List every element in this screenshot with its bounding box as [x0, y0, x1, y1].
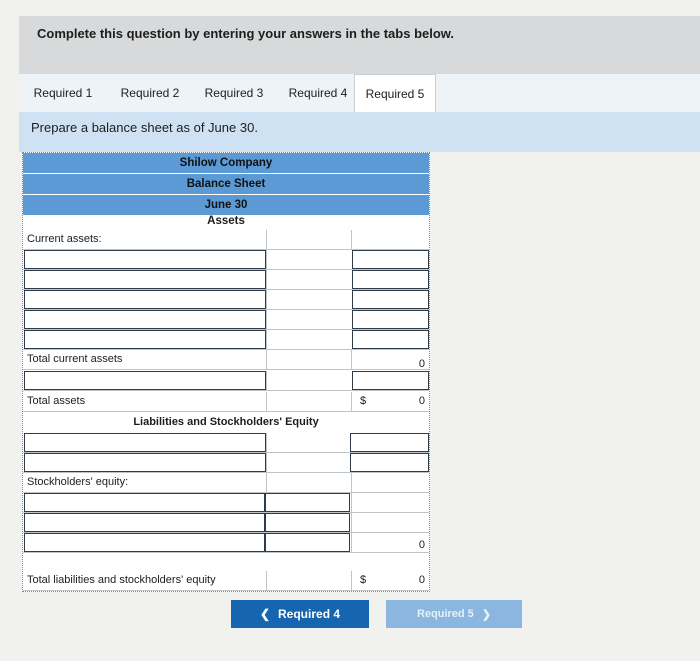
current-assets-label: Current assets: — [27, 233, 102, 245]
total-assets-value: 0 — [418, 395, 425, 407]
total-assets-label: Total assets — [27, 395, 86, 407]
equity-amount-input[interactable] — [265, 533, 350, 552]
liability-name-input[interactable] — [24, 433, 266, 452]
chevron-left-icon: ❮ — [259, 607, 271, 621]
tabs-bar — [19, 74, 700, 112]
prompt-bar — [19, 112, 700, 152]
noncurrent-asset-row — [23, 371, 429, 391]
tab-required-2[interactable]: Required 2 — [120, 86, 180, 100]
current-asset-name-input[interactable] — [24, 330, 266, 349]
current-asset-entry-row — [23, 330, 429, 350]
total-current-assets-label: Total current assets — [27, 353, 123, 365]
equity-name-input[interactable] — [24, 493, 265, 512]
assets-heading: Assets — [207, 215, 245, 227]
prompt-text: Prepare a balance sheet as of June 30. — [31, 120, 258, 135]
current-asset-entry-row — [23, 270, 429, 290]
statement-title: Balance Sheet — [23, 174, 429, 195]
statement-date: June 30 — [23, 195, 429, 216]
equity-name-input[interactable] — [24, 533, 265, 552]
liability-amount-input[interactable] — [350, 433, 429, 452]
noncurrent-asset-name-input[interactable] — [24, 371, 266, 390]
balance-sheet — [22, 152, 430, 592]
previous-required-button[interactable] — [231, 600, 369, 628]
liability-entry-row — [23, 453, 429, 473]
tab-required-4[interactable]: Required 4 — [288, 86, 348, 100]
total-liabilities-equity-dollar: $ — [360, 574, 367, 586]
current-asset-name-input[interactable] — [24, 290, 266, 309]
current-asset-amount-input[interactable] — [352, 290, 429, 309]
liabilities-heading: Liabilities and Stockholders' Equity — [133, 416, 319, 428]
total-liabilities-equity-value: 0 — [418, 574, 425, 586]
equity-amount-input[interactable] — [265, 493, 350, 512]
liability-name-input[interactable] — [24, 453, 266, 472]
current-asset-amount-input[interactable] — [352, 250, 429, 269]
liability-entry-row — [23, 433, 429, 453]
current-asset-amount-input[interactable] — [352, 310, 429, 329]
equity-entry-row — [23, 533, 429, 553]
total-liabilities-equity-row — [23, 571, 429, 591]
instructions-bar — [19, 16, 700, 74]
next-required-button[interactable] — [386, 600, 522, 628]
noncurrent-asset-amount-input[interactable] — [352, 371, 429, 390]
current-asset-name-input[interactable] — [24, 250, 266, 269]
liability-amount-input[interactable] — [350, 453, 429, 472]
stockholders-equity-row — [23, 473, 429, 493]
tab-required-3[interactable]: Required 3 — [204, 86, 264, 100]
current-asset-entry-row — [23, 290, 429, 310]
current-asset-entry-row — [23, 250, 429, 270]
equity-name-input[interactable] — [24, 513, 265, 532]
stockholders-equity-label: Stockholders' equity: — [27, 476, 129, 488]
current-asset-name-input[interactable] — [24, 310, 266, 329]
equity-amount-input[interactable] — [265, 513, 350, 532]
company-name: Shilow Company — [23, 153, 429, 174]
equity-entry-row — [23, 493, 429, 513]
total-assets-row — [23, 392, 429, 412]
tab-required-5[interactable]: Required 5 — [354, 74, 436, 112]
current-asset-name-input[interactable] — [24, 270, 266, 289]
equity-entry-row — [23, 513, 429, 533]
total-liabilities-equity-label: Total liabilities and stockholders' equity — [27, 574, 216, 586]
tab-required-1[interactable]: Required 1 — [33, 86, 93, 100]
previous-button-label: Required 4 — [278, 607, 341, 621]
current-assets-row — [23, 230, 429, 250]
total-assets-dollar: $ — [360, 395, 367, 407]
current-asset-entry-row — [23, 310, 429, 330]
chevron-right-icon: ❯ — [481, 608, 492, 621]
current-asset-amount-input[interactable] — [352, 330, 429, 349]
total-current-assets-value: 0 — [418, 358, 425, 370]
next-button-label: Required 5 — [416, 608, 474, 620]
total-current-assets-row — [23, 350, 429, 370]
current-asset-amount-input[interactable] — [352, 270, 429, 289]
instructions-text: Complete this question by entering your answers in the tabs below. — [37, 26, 455, 41]
equity-subtotal-value: 0 — [418, 539, 425, 551]
